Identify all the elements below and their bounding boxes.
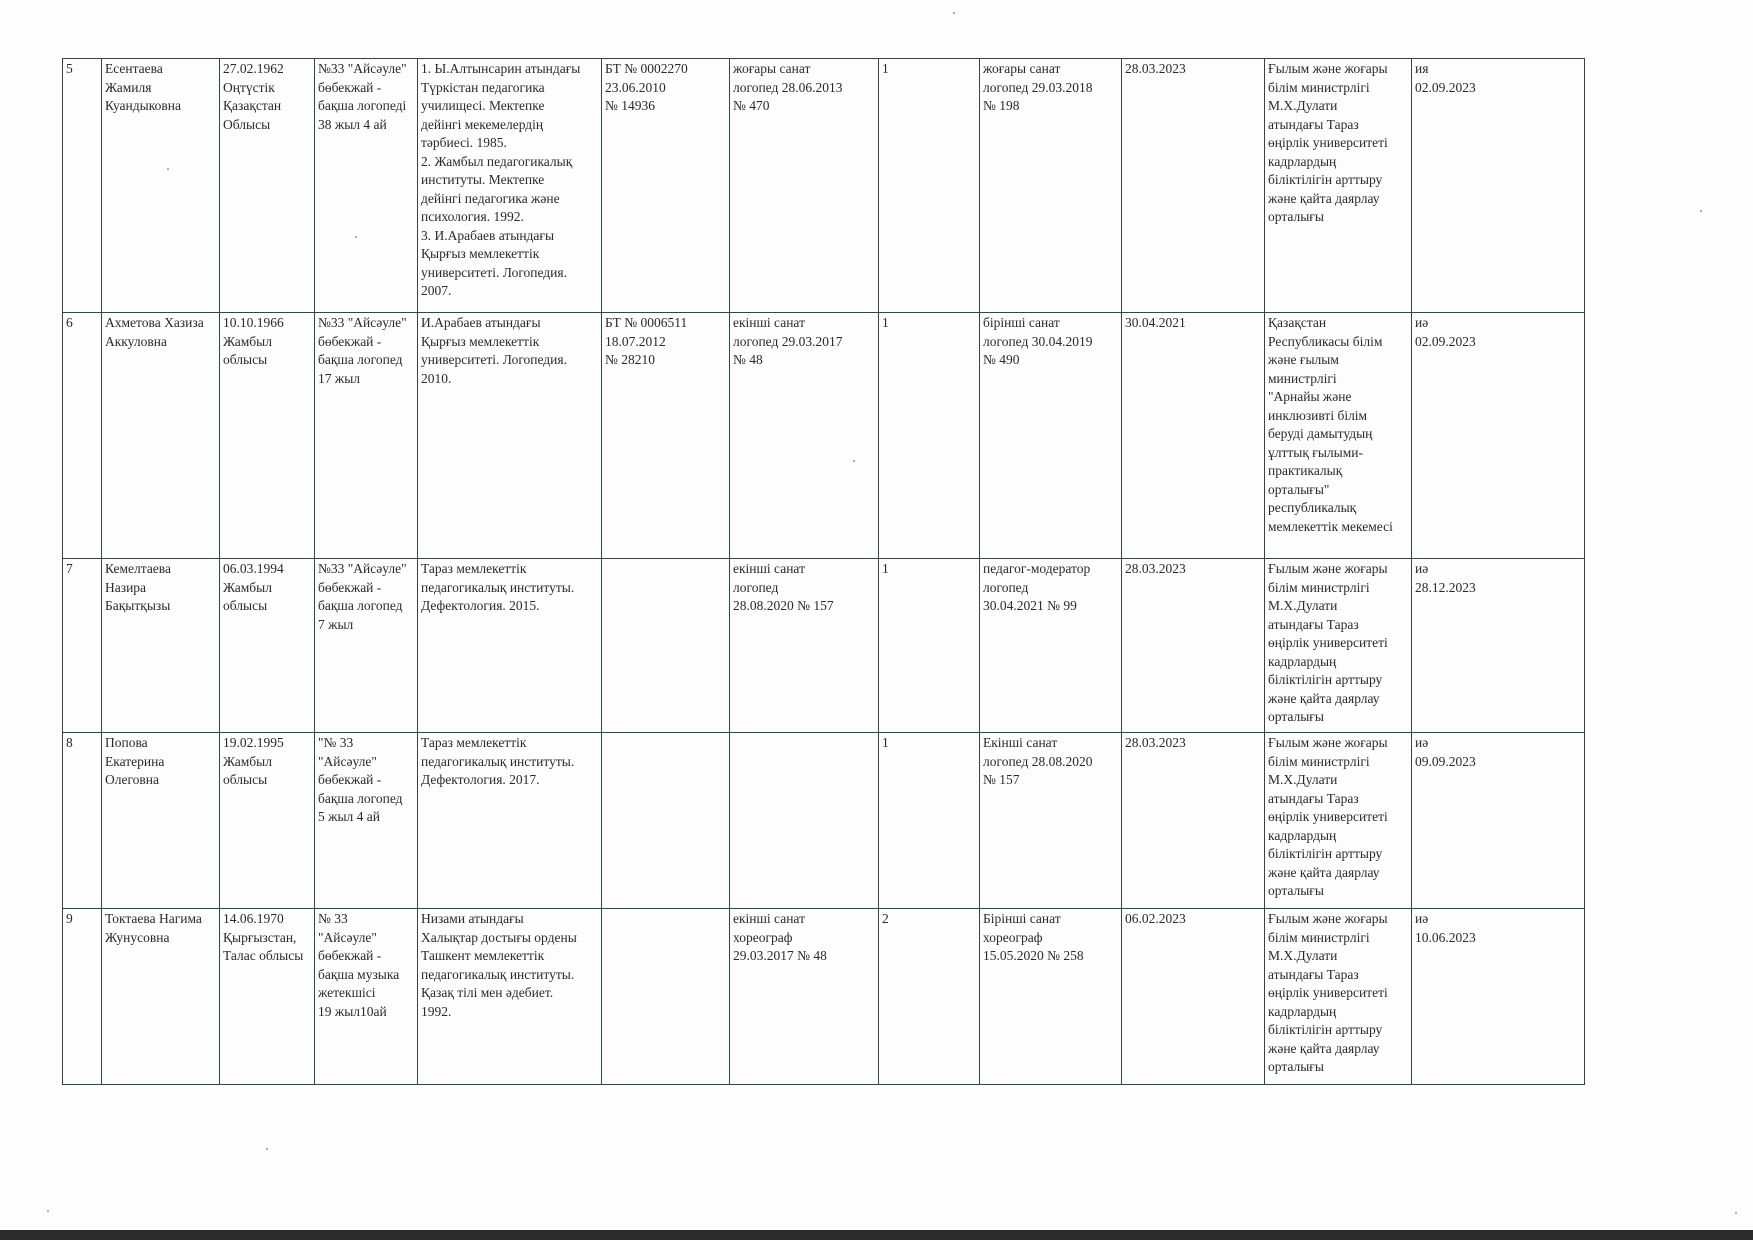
- category-cell: жоғары санат логопед 29.03.2018 № 198: [980, 59, 1122, 313]
- scan-speck: [266, 1148, 268, 1150]
- course-date-cell: 06.02.2023: [1122, 909, 1265, 1085]
- category-cell: педагог-модератор логопед 30.04.2021 № 99: [980, 559, 1122, 733]
- count-cell: 1: [879, 59, 980, 313]
- table-row: [63, 909, 1585, 1085]
- course-date-cell: 30.04.2021: [1122, 313, 1265, 559]
- row-number-cell: 9: [63, 909, 102, 1085]
- education-cell: Низами атындағы Халықтар достығы ордены Ташкент мемлекеттік педагогикалық институты. Қазақ тілі мен әдебиет. 1992.: [418, 909, 602, 1085]
- previous-category-cell: екінші санат логопед 28.08.2020 № 157: [730, 559, 879, 733]
- previous-category-cell: жоғары санат логопед 28.06.2013 № 470: [730, 59, 879, 313]
- education-cell: Тараз мемлекеттік педагогикалық институты. Дефектология. 2017.: [418, 733, 602, 909]
- count-cell: 1: [879, 559, 980, 733]
- count-cell: 2: [879, 909, 980, 1085]
- name-cell: Есентаева Жамиля Куандыковна: [102, 59, 220, 313]
- row-number-cell: 8: [63, 733, 102, 909]
- count-cell: 1: [879, 313, 980, 559]
- course-organization-cell: Ғылым және жоғары білім министрлігі М.Х.Дулати атындағы Тараз өңірлік университеті кадрлардың біліктілігін арттыру және қайта даярлау орталығы: [1265, 733, 1412, 909]
- scan-speck: [1735, 1212, 1737, 1214]
- table-row: [63, 733, 1585, 909]
- position-cell: № 33 "Айсәуле" бөбекжай - бақша музыка жетекшісі 19 жыл10ай: [315, 909, 418, 1085]
- name-cell: Кемелтаева Назира Бақытқызы: [102, 559, 220, 733]
- name-cell: Попова Екатерина Олеговна: [102, 733, 220, 909]
- category-cell: Екінші санат логопед 28.08.2020 № 157: [980, 733, 1122, 909]
- status-cell: иә 28.12.2023: [1412, 559, 1585, 733]
- position-cell: "№ 33 "Айсәуле" бөбекжай - бақша логопед 5 жыл 4 ай: [315, 733, 418, 909]
- previous-category-cell: [730, 733, 879, 909]
- category-cell: Бірінші санат хореограф 15.05.2020 № 258: [980, 909, 1122, 1085]
- diploma-cell: БТ № 0002270 23.06.2010 № 14936: [602, 59, 730, 313]
- position-cell: №33 "Айсәуле" бөбекжай - бақша логопед 7 жыл: [315, 559, 418, 733]
- scan-speck: [853, 460, 855, 462]
- position-cell: №33 "Айсәуле" бөбекжай - бақша логопеді 38 жыл 4 ай: [315, 59, 418, 313]
- status-cell: ия 02.09.2023: [1412, 59, 1585, 313]
- category-cell: бірінші санат логопед 30.04.2019 № 490: [980, 313, 1122, 559]
- diploma-cell: БТ № 0006511 18.07.2012 № 28210: [602, 313, 730, 559]
- birth-cell: 27.02.1962 Оңтүстік Қазақстан Облысы: [220, 59, 315, 313]
- course-organization-cell: Қазақстан Республикасы білім және ғылым министрлігі "Арнайы және инклюзивті білім беруді дамытудың ұлттық ғылыми- практикалық орталығы" республикалық мемлекеттік мекемесі: [1265, 313, 1412, 559]
- scanner-edge-bar: [0, 1230, 1753, 1240]
- count-cell: 1: [879, 733, 980, 909]
- birth-cell: 19.02.1995 Жамбыл облысы: [220, 733, 315, 909]
- birth-cell: 10.10.1966 Жамбыл облысы: [220, 313, 315, 559]
- course-organization-cell: Ғылым және жоғары білім министрлігі М.Х.Дулати атындағы Тараз өңірлік университеті кадрлардың біліктілігін арттыру және қайта даярлау орталығы: [1265, 909, 1412, 1085]
- name-cell: Ахметова Хазиза Аккуловна: [102, 313, 220, 559]
- education-cell: Тараз мемлекеттік педагогикалық институты. Дефектология. 2015.: [418, 559, 602, 733]
- birth-cell: 14.06.1970 Қырғызстан, Талас облысы: [220, 909, 315, 1085]
- scan-speck: [953, 12, 955, 14]
- row-number-cell: 7: [63, 559, 102, 733]
- course-organization-cell: Ғылым және жоғары білім министрлігі М.Х.Дулати атындағы Тараз өңірлік университеті кадрлардың біліктілігін арттыру және қайта даярлау орталығы: [1265, 559, 1412, 733]
- diploma-cell: [602, 559, 730, 733]
- table-row: [63, 313, 1585, 559]
- course-date-cell: 28.03.2023: [1122, 733, 1265, 909]
- scan-speck: [47, 1210, 49, 1212]
- status-cell: иә 09.09.2023: [1412, 733, 1585, 909]
- previous-category-cell: екінші санат хореограф 29.03.2017 № 48: [730, 909, 879, 1085]
- row-number-cell: 6: [63, 313, 102, 559]
- education-cell: 1. Ы.Алтынсарин атындағы Түркістан педагогика училищесі. Мектепке дейінгі мекемелердің тәрбиесі. 1985. 2. Жамбыл педагогикалық институты. Мектепке дейінгі педагогика және психология. 1992. 3. И.Арабаев атындағы Қырғыз мемлекеттік университеті. Логопедия. 2007.: [418, 59, 602, 313]
- table-row: [63, 559, 1585, 733]
- diploma-cell: [602, 733, 730, 909]
- course-date-cell: 28.03.2023: [1122, 559, 1265, 733]
- scan-speck: [167, 168, 169, 170]
- status-cell: иә 10.06.2023: [1412, 909, 1585, 1085]
- education-cell: И.Арабаев атындағы Қырғыз мемлекеттік университеті. Логопедия. 2010.: [418, 313, 602, 559]
- row-number-cell: 5: [63, 59, 102, 313]
- position-cell: №33 "Айсәуле" бөбекжай - бақша логопед 17 жыл: [315, 313, 418, 559]
- birth-cell: 06.03.1994 Жамбыл облысы: [220, 559, 315, 733]
- table-row: [63, 59, 1585, 313]
- course-date-cell: 28.03.2023: [1122, 59, 1265, 313]
- status-cell: иә 02.09.2023: [1412, 313, 1585, 559]
- name-cell: Токтаева Нагима Жунусовна: [102, 909, 220, 1085]
- scan-speck: [355, 236, 357, 238]
- course-organization-cell: Ғылым және жоғары білім министрлігі М.Х.Дулати атындағы Тараз өңірлік университеті кадрлардың біліктілігін арттыру және қайта даярлау орталығы: [1265, 59, 1412, 313]
- diploma-cell: [602, 909, 730, 1085]
- previous-category-cell: екінші санат логопед 29.03.2017 № 48: [730, 313, 879, 559]
- scan-speck: [1700, 210, 1702, 212]
- staff-table: [62, 58, 1585, 1085]
